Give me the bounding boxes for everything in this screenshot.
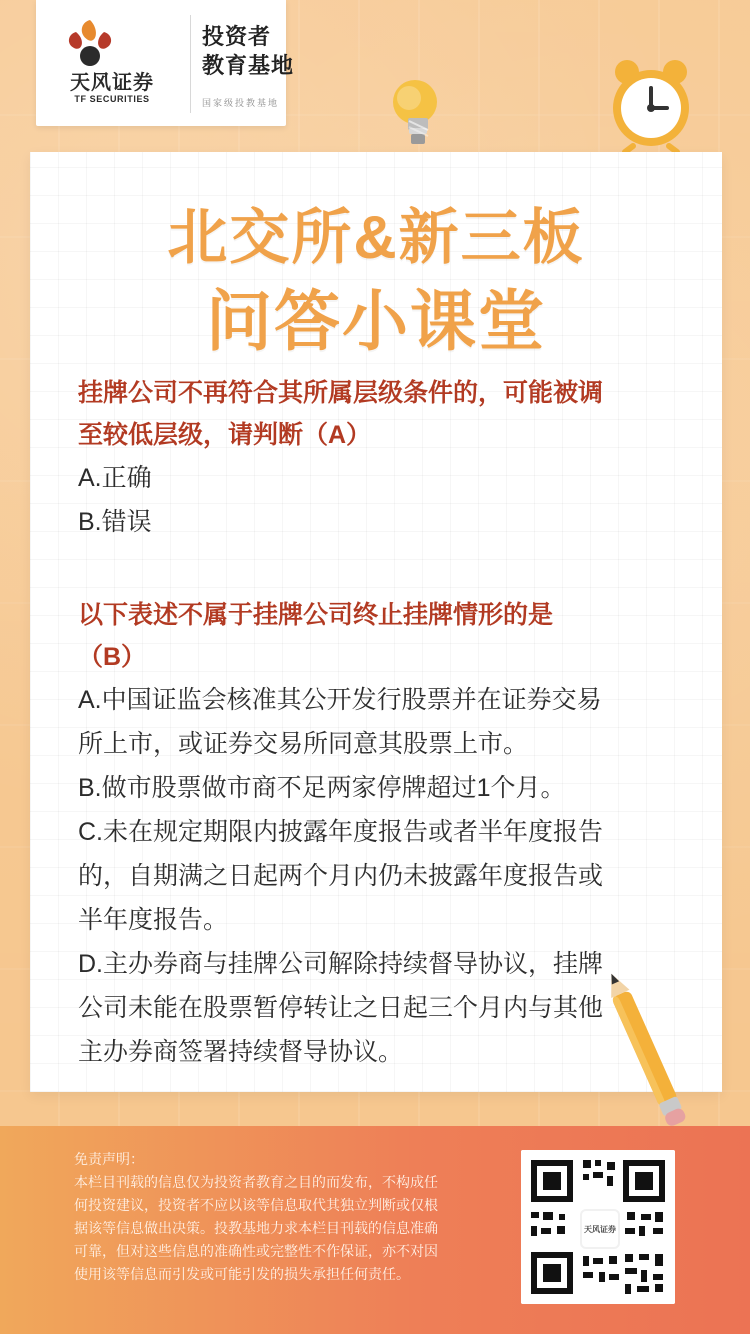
question-1-line-2: 至较低层级，请判断（A） [78,421,372,449]
disclaimer-line-2: 何投资建议，投资者不应以该等信息取代其独立判断或仅根 [74,1197,438,1213]
education-base-subtitle: 国家级投教基地 [202,98,280,108]
question-2-option-line-3: B.做市股票做市商不足两家停牌超过1个月。 [78,774,566,802]
brand-logo-box [36,0,295,126]
question-2-line-2: （B） [78,643,147,671]
question-2-option-line-5: 的，自期满之日起两个月内仍未披露年度报告或 [78,862,604,890]
education-base-title-line2: 教育基地 [202,53,295,78]
question-2-option-line-6: 半年度报告。 [78,906,229,934]
qr-center-label: 天风证券 [584,1224,616,1234]
question-2-option-line-1: A.中国证监会核准其公开发行股票并在证券交易 [78,686,602,714]
qa-spacer [78,544,678,594]
qr-center-logo [580,1209,620,1249]
content-card [30,152,722,1092]
question-1-option-b: B.错误 [78,508,152,536]
pencil-icon [600,966,690,1146]
company-name-cn: 天风证券 [70,72,154,94]
logo-divider [190,15,191,113]
education-base-title [202,22,312,80]
question-1-option-a: A.正确 [78,464,152,492]
question-2-line-1: 以下表述不属于挂牌公司终止挂牌情形的是 [78,601,554,629]
qa-item-1 [78,372,678,544]
question-2-option-line-7: D.主办券商与挂牌公司解除持续督导协议，挂牌 [78,950,604,978]
disclaimer-title: 免责声明： [74,1151,144,1167]
question-1-line-1: 挂牌公司不再符合其所属层级条件的，可能被调 [78,379,604,407]
question-2-option-line-9: 主办券商签署持续督导协议。 [78,1038,404,1066]
question-2-option-line-4: C.未在规定期限内披露年度报告或者半年度报告 [78,818,604,846]
disclaimer-line-5: 使用该等信息而引发或可能引发的损失承担任何责任。 [74,1266,410,1282]
company-name-en: TF SECURITIES [74,94,150,104]
disclaimer-line-4: 可靠，但对这些信息的准确性或完整性不作保证，亦不对因 [74,1243,438,1259]
disclaimer-line-1: 本栏目刊载的信息仅为投资者教育之目的而发布，不构成任 [74,1174,438,1190]
question-2-option-line-8: 公司未能在股票暂停转让之日起三个月内与其他 [78,994,604,1022]
disclaimer [74,1148,504,1286]
alarm-clock-icon [603,54,699,154]
disclaimer-line-3: 据该等信息做出决策。投教基地力求本栏目刊载的信息准确 [74,1220,438,1236]
lightbulb-icon [382,72,452,158]
question-2-option-line-2: 所上市，或证券交易所同意其股票上市。 [78,730,529,758]
qa-item-2 [78,594,678,1074]
page-title-line1: 北交所&新三板 [167,204,585,271]
education-base-title-line1: 投资者 [202,24,272,49]
qa-content [78,372,678,1074]
page-title-line2: 问答小课堂 [206,284,546,358]
qr-code [521,1150,675,1304]
